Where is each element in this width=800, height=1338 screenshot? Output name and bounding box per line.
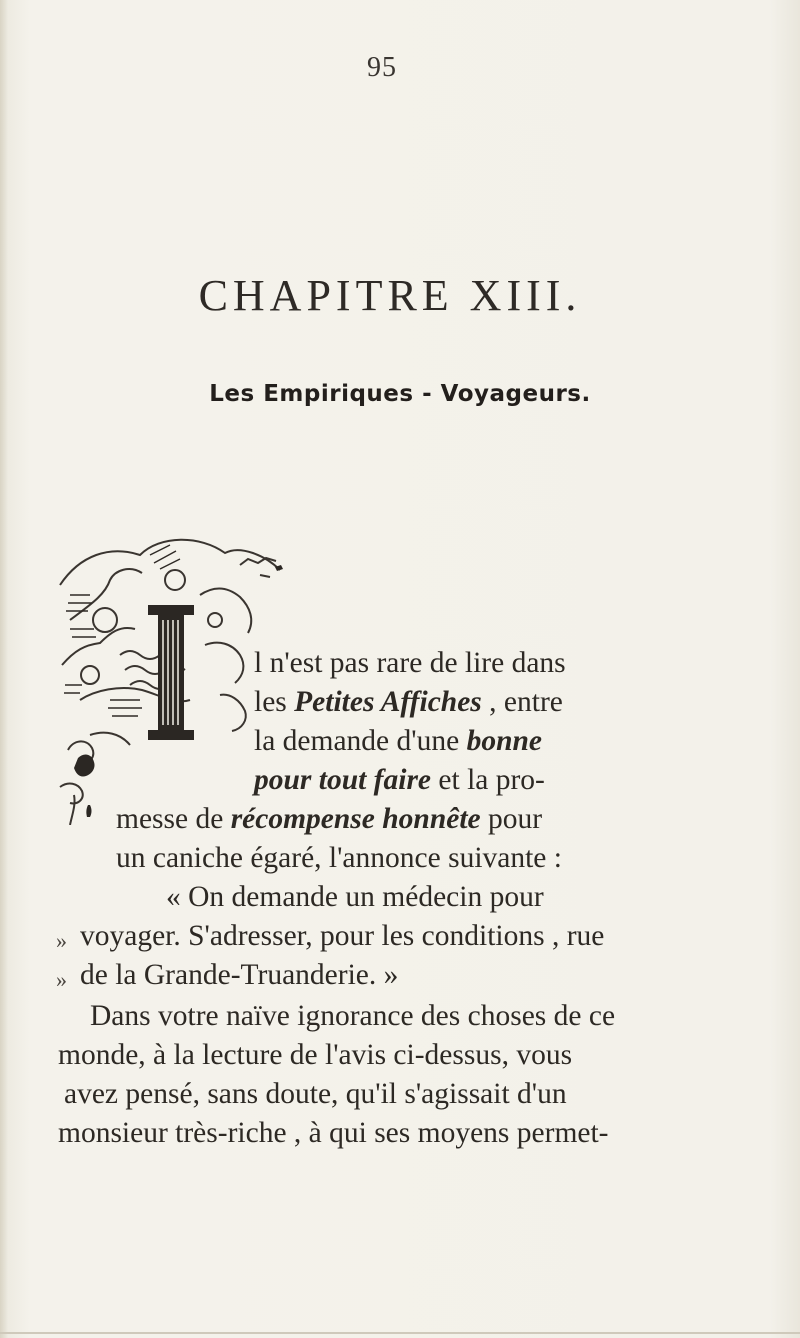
body-line-6-text: un caniche égaré, l'annonce suivante : — [116, 842, 562, 874]
body-line-3 — [254, 725, 542, 758]
body-line-3-text-a: la demande d'une — [254, 725, 467, 757]
page-number: 95 — [367, 52, 397, 83]
body-line-12 — [64, 1078, 567, 1111]
body-line-6 — [116, 842, 562, 875]
italic-recompense-honnete: récompense honnête — [230, 803, 481, 835]
body-line-8-text: voyager. S'adresser, pour les conditions , rue — [80, 920, 605, 952]
body-line-5-text-b: pour — [480, 803, 543, 835]
body-line-10-text: Dans votre naïve ignorance des choses de ce — [90, 1000, 616, 1032]
quote-mark-2: » — [56, 967, 67, 992]
body-line-13-text: monsieur très-riche , à qui ses moyens permet- — [58, 1117, 609, 1149]
body-line-11 — [58, 1039, 572, 1072]
drop-cap-letter — [148, 605, 194, 740]
body-line-9-text: de la Grande-Truanderie. » — [80, 959, 399, 991]
body-line-11-text: monde, à la lecture de l'avis ci-dessus, vous — [58, 1039, 573, 1071]
italic-pour-tout-faire: pour tout faire — [254, 764, 432, 796]
italic-petites-affiches: Petites Affiches — [294, 686, 482, 718]
body-line-4-text: et la pro- — [431, 764, 545, 796]
body-line-2-text-b: , entre — [481, 686, 563, 718]
body-line-13 — [58, 1117, 609, 1150]
body-line-5-text-a: messe de — [116, 803, 231, 835]
body-line-1-text: l n'est pas rare de lire dans — [254, 647, 566, 679]
chapter-subtitle: Les Empiriques - Voyageurs. — [209, 381, 591, 407]
page-edge-shadow — [0, 0, 8, 1338]
body-line-5 — [116, 803, 542, 836]
body-line-4 — [254, 764, 545, 797]
body-line-1 — [254, 647, 566, 680]
chapter-title: CHAPITRE XIII. — [198, 271, 582, 320]
page-bottom-edge — [0, 1332, 800, 1334]
body-line-2-text-a: les — [254, 686, 295, 718]
body-line-9 — [80, 959, 398, 992]
body-line-7 — [166, 881, 544, 914]
quote-mark-1: » — [56, 928, 67, 953]
body-line-8 — [80, 920, 604, 953]
body-line-2 — [254, 686, 563, 719]
body-line-7-text: « On demande un médecin pour — [166, 881, 544, 913]
body-line-12-text: avez pensé, sans doute, qu'il s'agissait d'un — [64, 1078, 567, 1110]
body-line-10 — [90, 1000, 615, 1033]
italic-bonne: bonne — [466, 725, 542, 757]
